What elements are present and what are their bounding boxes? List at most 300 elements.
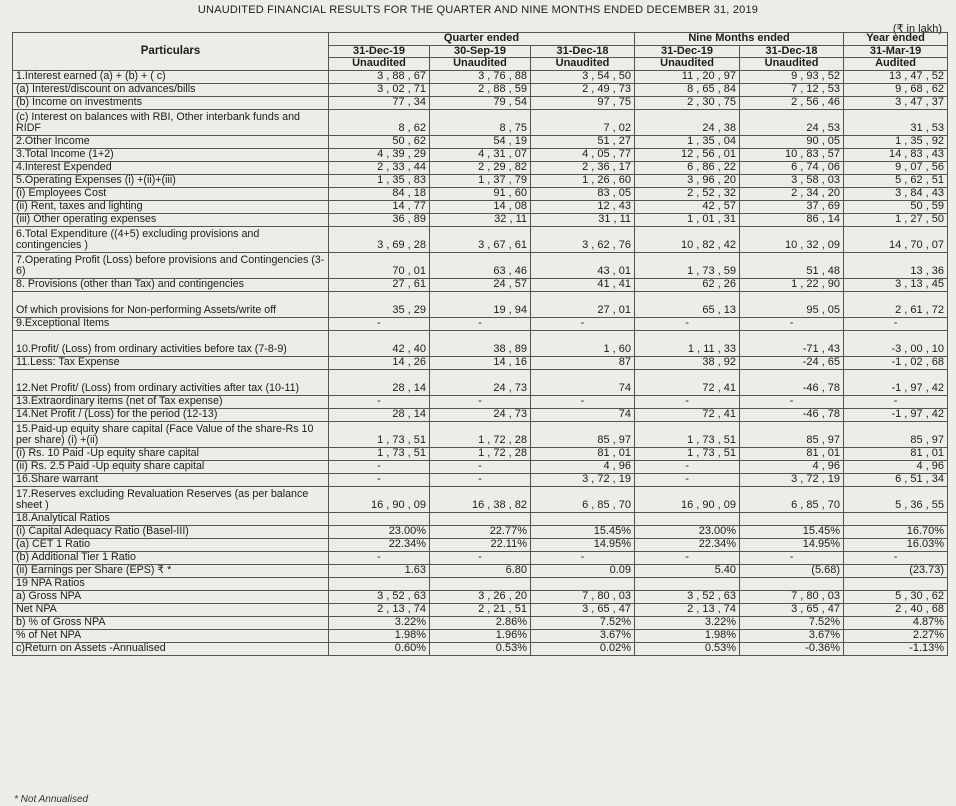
row-value [740, 577, 844, 590]
row-value: - [329, 460, 430, 473]
row-value [740, 512, 844, 525]
row-value: 85 , 97 [531, 421, 635, 447]
row-value: 0.53% [635, 642, 740, 655]
row-value: 51 , 27 [531, 135, 635, 148]
row-value: 50 , 62 [329, 135, 430, 148]
row-value: 8 , 65 , 84 [635, 83, 740, 96]
row-label: (a) Interest/discount on advances/bills [13, 83, 329, 96]
row-label: % of Net NPA [13, 629, 329, 642]
row-value [430, 577, 531, 590]
row-value: 2 , 13 , 74 [635, 603, 740, 616]
row-value: 2 , 21 , 51 [430, 603, 531, 616]
table-row [13, 200, 948, 213]
row-value: 22.34% [635, 538, 740, 551]
row-value: - [430, 317, 531, 330]
row-value: 7 , 02 [531, 109, 635, 135]
row-value: 4 , 39 , 29 [329, 148, 430, 161]
year-ended-header: Year ended [844, 33, 948, 46]
row-value: 1 , 73 , 51 [635, 421, 740, 447]
row-value: 0.60% [329, 642, 430, 655]
row-value: - [430, 460, 531, 473]
row-value [635, 512, 740, 525]
row-value: 14 , 83 , 43 [844, 148, 948, 161]
nine-months-ended-header: Nine Months ended [635, 33, 844, 46]
row-value: 2 , 33 , 44 [329, 161, 430, 174]
row-label: b) % of Gross NPA [13, 616, 329, 629]
row-value: 10 , 32 , 09 [740, 226, 844, 252]
table-row [13, 421, 948, 447]
row-value: 43 , 01 [531, 252, 635, 278]
row-value: 24 , 57 [430, 278, 531, 291]
row-value: 95 , 05 [740, 291, 844, 317]
row-value: 6 , 86 , 22 [635, 161, 740, 174]
row-value: 1 , 73 , 59 [635, 252, 740, 278]
table-row [13, 616, 948, 629]
row-value: 6 , 51 , 34 [844, 473, 948, 486]
row-value: 28 , 14 [329, 369, 430, 395]
row-label: 7.Operating Profit (Loss) before provisions and Contingencies (3-6) [13, 252, 329, 278]
row-value: 3.67% [740, 629, 844, 642]
row-label: c)Return on Assets -Annualised [13, 642, 329, 655]
row-value: (5.68) [740, 564, 844, 577]
row-value: 24 , 53 [740, 109, 844, 135]
row-value: 31 , 53 [844, 109, 948, 135]
row-value: 4 , 96 [844, 460, 948, 473]
column-date: 31-Dec-19 [329, 45, 430, 58]
row-value [844, 577, 948, 590]
row-value: 6 , 85 , 70 [740, 486, 844, 512]
row-value: - [329, 551, 430, 564]
row-value: 2 , 36 , 17 [531, 161, 635, 174]
table-row [13, 187, 948, 200]
row-value: (23.73) [844, 564, 948, 577]
column-status: Unaudited [329, 58, 430, 71]
row-value: 2 , 34 , 20 [740, 187, 844, 200]
table-row [13, 447, 948, 460]
row-value: - [844, 395, 948, 408]
row-value: 22.11% [430, 538, 531, 551]
row-label: 5.Operating Expenses (i) +(ii)+(iii) [13, 174, 329, 187]
table-row [13, 317, 948, 330]
column-date: 31-Dec-18 [531, 45, 635, 58]
row-value: 14.95% [740, 538, 844, 551]
table-row [13, 538, 948, 551]
row-value: 15.45% [531, 525, 635, 538]
row-value: 8 , 62 [329, 109, 430, 135]
row-value: 51 , 48 [740, 252, 844, 278]
table-row [13, 408, 948, 421]
row-label: 17.Reserves excluding Revaluation Reserves (as per balance sheet ) [13, 486, 329, 512]
row-value: 3 , 65 , 47 [740, 603, 844, 616]
column-date: 31-Dec-19 [635, 45, 740, 58]
column-status: Audited [844, 58, 948, 71]
row-value: 1.98% [635, 629, 740, 642]
row-value: 4 , 31 , 07 [430, 148, 531, 161]
row-value: 3 , 88 , 67 [329, 70, 430, 83]
row-value: 27 , 01 [531, 291, 635, 317]
row-label: 19 NPA Ratios [13, 577, 329, 590]
row-label: 13.Extraordinary items (net of Tax expense) [13, 395, 329, 408]
row-value: -1 , 02 , 68 [844, 356, 948, 369]
row-value: 16 , 38 , 82 [430, 486, 531, 512]
table-row [13, 148, 948, 161]
row-value: 81 , 01 [531, 447, 635, 460]
row-label: 10.Profit/ (Loss) from ordinary activities before tax (7-8-9) [13, 330, 329, 356]
row-value: - [531, 317, 635, 330]
row-value: 1 , 73 , 51 [329, 421, 430, 447]
table-row [13, 590, 948, 603]
row-value: 65 , 13 [635, 291, 740, 317]
table-row [13, 460, 948, 473]
row-value: 2 , 52 , 32 [635, 187, 740, 200]
row-value: 5 , 62 , 51 [844, 174, 948, 187]
row-value: 4 , 96 [740, 460, 844, 473]
row-value: 81 , 01 [844, 447, 948, 460]
row-label: 6.Total Expenditure ((4+5) excluding provisions and contingencies ) [13, 226, 329, 252]
row-value: 83 , 05 [531, 187, 635, 200]
table-row [13, 83, 948, 96]
row-value: 38 , 89 [430, 330, 531, 356]
row-value: 62 , 26 [635, 278, 740, 291]
row-label: (i) Rs. 10 Paid -Up equity share capital [13, 447, 329, 460]
row-value: - [430, 551, 531, 564]
row-value: 70 , 01 [329, 252, 430, 278]
row-value: 1 , 22 , 90 [740, 278, 844, 291]
row-value: 3 , 52 , 63 [329, 590, 430, 603]
row-value: 10 , 82 , 42 [635, 226, 740, 252]
unit-label: (₹ in lakh) [892, 23, 942, 35]
row-label: (b) Income on investments [13, 96, 329, 109]
row-label: (ii) Earnings per Share (EPS) ₹ * [13, 564, 329, 577]
row-value: - [740, 317, 844, 330]
table-row [13, 525, 948, 538]
row-value: -0.36% [740, 642, 844, 655]
row-value: 42 , 57 [635, 200, 740, 213]
table-row [13, 291, 948, 317]
row-value: 9 , 93 , 52 [740, 70, 844, 83]
table-row [13, 577, 948, 590]
row-value: 3 , 58 , 03 [740, 174, 844, 187]
row-value: 72 , 41 [635, 369, 740, 395]
row-value: - [329, 317, 430, 330]
row-value: 81 , 01 [740, 447, 844, 460]
row-value: 23.00% [635, 525, 740, 538]
row-value: 3.22% [329, 616, 430, 629]
row-value: - [531, 551, 635, 564]
row-value: 3 , 26 , 20 [430, 590, 531, 603]
row-value: 16 , 90 , 09 [635, 486, 740, 512]
row-label: a) Gross NPA [13, 590, 329, 603]
quarter-ended-header: Quarter ended [329, 33, 635, 46]
row-value: 87 [531, 356, 635, 369]
row-value: 3 , 76 , 88 [430, 70, 531, 83]
row-value: 16.70% [844, 525, 948, 538]
row-value: 2 , 88 , 59 [430, 83, 531, 96]
table-row [13, 96, 948, 109]
row-value: - [844, 317, 948, 330]
row-value: 54 , 19 [430, 135, 531, 148]
row-value: 15.45% [740, 525, 844, 538]
row-value: 8 , 75 [430, 109, 531, 135]
row-value: 2.86% [430, 616, 531, 629]
row-value: 3 , 65 , 47 [531, 603, 635, 616]
row-value: 10 , 83 , 57 [740, 148, 844, 161]
row-value: 7 , 12 , 53 [740, 83, 844, 96]
row-label: 2.Other Income [13, 135, 329, 148]
table-row [13, 512, 948, 525]
row-value: 3 , 02 , 71 [329, 83, 430, 96]
row-value: 24 , 73 [430, 408, 531, 421]
table-row [13, 486, 948, 512]
row-value: 24 , 73 [430, 369, 531, 395]
row-value: 3 , 96 , 20 [635, 174, 740, 187]
row-value: 16 , 90 , 09 [329, 486, 430, 512]
row-value: 38 , 92 [635, 356, 740, 369]
row-value: 1.98% [329, 629, 430, 642]
row-value: 2 , 13 , 74 [329, 603, 430, 616]
row-value: - [430, 395, 531, 408]
row-value: 1 , 72 , 28 [430, 447, 531, 460]
row-value: 36 , 89 [329, 213, 430, 226]
table-row [13, 642, 948, 655]
row-value: - [844, 551, 948, 564]
row-label: 16.Share warrant [13, 473, 329, 486]
row-value: 3 , 47 , 37 [844, 96, 948, 109]
row-label: 8. Provisions (other than Tax) and contingencies [13, 278, 329, 291]
row-label: (b) Additional Tier 1 Ratio [13, 551, 329, 564]
row-value: 24 , 38 [635, 109, 740, 135]
row-label: (i) Employees Cost [13, 187, 329, 200]
row-value: 42 , 40 [329, 330, 430, 356]
row-value: 11 , 20 , 97 [635, 70, 740, 83]
row-value: 5 , 36 , 55 [844, 486, 948, 512]
table-row [13, 109, 948, 135]
row-value: 12 , 56 , 01 [635, 148, 740, 161]
row-value: 1 , 11 , 33 [635, 330, 740, 356]
table-row [13, 278, 948, 291]
row-value: - [329, 473, 430, 486]
row-value: 1 , 35 , 92 [844, 135, 948, 148]
row-value: 4 , 05 , 77 [531, 148, 635, 161]
row-value: -1.13% [844, 642, 948, 655]
table-row [13, 70, 948, 83]
footnote: * Not Annualised [14, 794, 89, 805]
row-value: 13 , 47 , 52 [844, 70, 948, 83]
table-body [13, 70, 948, 655]
row-value: - [635, 551, 740, 564]
row-value: 6 , 74 , 06 [740, 161, 844, 174]
row-value: 91 , 60 [430, 187, 531, 200]
row-value [430, 512, 531, 525]
row-value: 4.87% [844, 616, 948, 629]
row-value: - [635, 460, 740, 473]
row-value [531, 577, 635, 590]
row-value: 7 , 80 , 03 [740, 590, 844, 603]
row-value: 2 , 56 , 46 [740, 96, 844, 109]
table-row [13, 226, 948, 252]
row-value: -24 , 65 [740, 356, 844, 369]
row-value: 28 , 14 [329, 408, 430, 421]
row-value: 84 , 18 [329, 187, 430, 200]
row-value [531, 512, 635, 525]
row-value: 13 , 36 [844, 252, 948, 278]
row-value: 97 , 75 [531, 96, 635, 109]
row-value: 6 , 85 , 70 [531, 486, 635, 512]
table-row [13, 603, 948, 616]
row-value: 7.52% [740, 616, 844, 629]
row-label: 11.Less: Tax Expense [13, 356, 329, 369]
row-label: 18.Analytical Ratios [13, 512, 329, 525]
row-value: 1.96% [430, 629, 531, 642]
row-value: 1 , 35 , 04 [635, 135, 740, 148]
document-title: UNAUDITED FINANCIAL RESULTS FOR THE QUARTER AND NINE MONTHS ENDED DECEMBER 31, 2019 [197, 4, 759, 16]
row-value: 3.22% [635, 616, 740, 629]
row-value: 12 , 43 [531, 200, 635, 213]
row-value: 3 , 67 , 61 [430, 226, 531, 252]
row-value: 3 , 72 , 19 [531, 473, 635, 486]
row-value: 1 , 35 , 83 [329, 174, 430, 187]
row-label: (ii) Rs. 2.5 Paid -Up equity share capital [13, 460, 329, 473]
row-value: 2 , 30 , 75 [635, 96, 740, 109]
table-row [13, 213, 948, 226]
row-value [329, 512, 430, 525]
row-value: 6.80 [430, 564, 531, 577]
row-value: -1 , 97 , 42 [844, 369, 948, 395]
row-value: 7 , 80 , 03 [531, 590, 635, 603]
row-label: 15.Paid-up equity share capital (Face Value of the share-Rs 10 per share) (i) +(ii) [13, 421, 329, 447]
row-label: 4.Interest Expended [13, 161, 329, 174]
row-value [844, 512, 948, 525]
row-value: 0.53% [430, 642, 531, 655]
table-row [13, 369, 948, 395]
row-value: 3 , 72 , 19 [740, 473, 844, 486]
row-value: 85 , 97 [740, 421, 844, 447]
row-label: (iii) Other operating expenses [13, 213, 329, 226]
row-value: 1 , 72 , 28 [430, 421, 531, 447]
row-value: 27 , 61 [329, 278, 430, 291]
row-value: 14.95% [531, 538, 635, 551]
row-value: 3 , 62 , 76 [531, 226, 635, 252]
row-value: 0.09 [531, 564, 635, 577]
row-value: - [635, 317, 740, 330]
row-value: 3 , 52 , 63 [635, 590, 740, 603]
row-value: 3 , 54 , 50 [531, 70, 635, 83]
table-row [13, 135, 948, 148]
column-status: Unaudited [430, 58, 531, 71]
financial-results-table [12, 32, 948, 656]
table-row [13, 473, 948, 486]
row-value: 9 , 68 , 62 [844, 83, 948, 96]
row-label: (c) Interest on balances with RBI, Other interbank funds and RIDF [13, 109, 329, 135]
row-value: 2 , 61 , 72 [844, 291, 948, 317]
table-row [13, 161, 948, 174]
row-value: 23.00% [329, 525, 430, 538]
row-value: 1 , 60 [531, 330, 635, 356]
row-value: 22.77% [430, 525, 531, 538]
row-value: 31 , 11 [531, 213, 635, 226]
table-row [13, 174, 948, 187]
row-label: (i) Capital Adequacy Ratio (Basel-III) [13, 525, 329, 538]
row-value: 1 , 37 , 79 [430, 174, 531, 187]
row-value: 74 [531, 408, 635, 421]
row-value: 3.67% [531, 629, 635, 642]
row-value [635, 577, 740, 590]
row-value: 7.52% [531, 616, 635, 629]
row-value: 1 , 26 , 60 [531, 174, 635, 187]
row-value: 37 , 69 [740, 200, 844, 213]
row-value: 3 , 84 , 43 [844, 187, 948, 200]
row-value: 14 , 70 , 07 [844, 226, 948, 252]
row-value: - [430, 473, 531, 486]
row-value: 79 , 54 [430, 96, 531, 109]
column-status: Unaudited [531, 58, 635, 71]
row-value: 32 , 11 [430, 213, 531, 226]
column-date: 31-Mar-19 [844, 45, 948, 58]
row-value: 4 , 96 [531, 460, 635, 473]
column-date: 31-Dec-18 [740, 45, 844, 58]
row-label: Of which provisions for Non-performing Assets/write off [13, 291, 329, 317]
row-label: 1.Interest earned (a) + (b) + ( c) [13, 70, 329, 83]
row-value: 0.02% [531, 642, 635, 655]
table-row [13, 564, 948, 577]
row-value: 2 , 29 , 82 [430, 161, 531, 174]
row-value: -71 , 43 [740, 330, 844, 356]
row-value: 86 , 14 [740, 213, 844, 226]
table-row [13, 356, 948, 369]
row-value: -1 , 97 , 42 [844, 408, 948, 421]
table-row [13, 395, 948, 408]
row-value: 14 , 26 [329, 356, 430, 369]
row-value: 2.27% [844, 629, 948, 642]
row-value: 16.03% [844, 538, 948, 551]
row-value: 5 , 30 , 62 [844, 590, 948, 603]
row-value: 77 , 34 [329, 96, 430, 109]
row-value: 14 , 77 [329, 200, 430, 213]
row-value: - [531, 395, 635, 408]
row-value: -46 , 78 [740, 369, 844, 395]
row-value: 1 , 73 , 51 [329, 447, 430, 460]
row-value: -46 , 78 [740, 408, 844, 421]
row-value: 1 , 73 , 51 [635, 447, 740, 460]
row-value: 74 [531, 369, 635, 395]
row-label: (ii) Rent, taxes and lighting [13, 200, 329, 213]
row-value: 1 , 27 , 50 [844, 213, 948, 226]
row-value: 9 , 07 , 56 [844, 161, 948, 174]
particulars-header: Particulars [13, 33, 329, 71]
row-value [329, 577, 430, 590]
row-value: 2 , 49 , 73 [531, 83, 635, 96]
row-value: - [635, 473, 740, 486]
row-value: - [740, 395, 844, 408]
row-value: 19 , 94 [430, 291, 531, 317]
row-label: 9.Exceptional Items [13, 317, 329, 330]
row-value: 22.34% [329, 538, 430, 551]
row-value: -3 , 00 , 10 [844, 330, 948, 356]
table-row [13, 330, 948, 356]
column-date: 30-Sep-19 [430, 45, 531, 58]
table-row [13, 252, 948, 278]
row-value: 5.40 [635, 564, 740, 577]
row-label: (a) CET 1 Ratio [13, 538, 329, 551]
row-value: 1.63 [329, 564, 430, 577]
row-value: 14 , 16 [430, 356, 531, 369]
row-value: 85 , 97 [844, 421, 948, 447]
table-row [13, 629, 948, 642]
row-value: 50 , 59 [844, 200, 948, 213]
row-value: - [635, 395, 740, 408]
row-value: 35 , 29 [329, 291, 430, 317]
row-label: Net NPA [13, 603, 329, 616]
